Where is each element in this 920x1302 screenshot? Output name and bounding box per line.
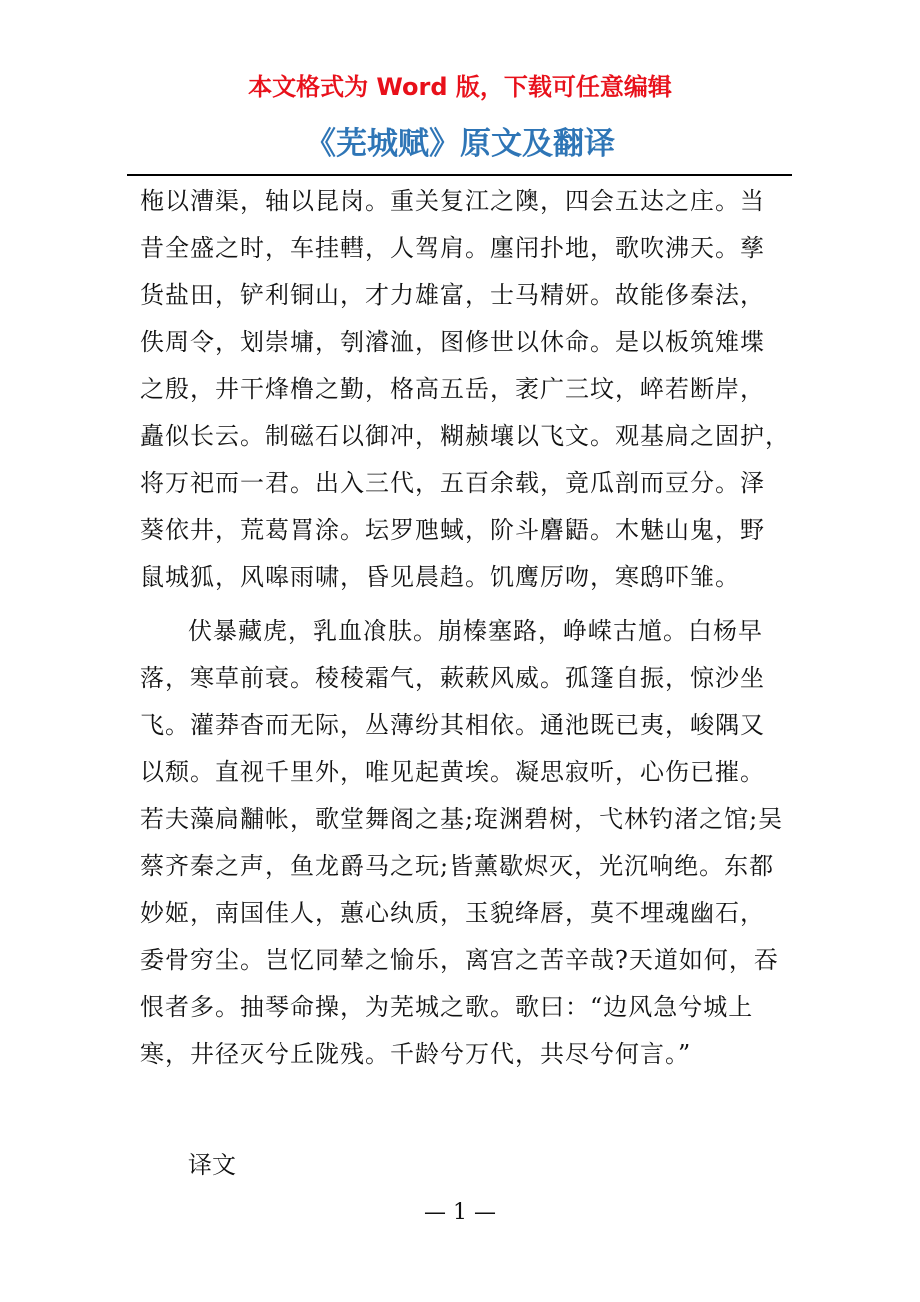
text-line: 货盐田，铲利铜山，才力雄富，士马精妍。故能侈秦法， bbox=[140, 281, 765, 309]
text-line: 落，寒草前衰。稜稜霜气，蔌蔌风威。孤篷自振，惊沙坐 bbox=[140, 664, 765, 692]
paragraph-first-line: 伏暴藏虎，乳血飡肤。崩榛塞路，峥嵘古馗。白杨早 bbox=[188, 617, 763, 645]
text-line: 飞。灌莽杳而无际，丛薄纷其相依。通池既已夷，峻隅又 bbox=[140, 711, 765, 739]
text-line: 矗似长云。制磁石以御冲，糊赪壤以飞文。观基扃之固护， bbox=[140, 422, 790, 450]
text-line: 蔡齐秦之声，鱼龙爵马之玩;皆薰歇烬灭，光沉响绝。东都 bbox=[140, 852, 775, 880]
page-number: — 1 — bbox=[424, 1200, 496, 1225]
text-line: 委骨穷尘。岂忆同辇之愉乐，离宫之苦辛哉?天道如何，吞 bbox=[140, 946, 779, 974]
text-line: 之殷，井干烽橹之勤，格高五岳，袤广三坟，崪若断岸， bbox=[140, 375, 765, 403]
download-notice: 本文格式为 Word 版，下载可任意编辑 bbox=[248, 73, 672, 101]
text-line: 昔全盛之时，车挂轊，人驾肩。廛闬扑地，歌吹沸天。孳 bbox=[140, 234, 765, 262]
text-line: 鼠城狐，风嗥雨啸，昏见晨趋。饥鹰厉吻，寒鸱吓雏。 bbox=[140, 563, 740, 591]
document-title: 《芜城赋》原文及翻译 bbox=[305, 126, 615, 162]
text-line: 柂以漕渠，轴以昆岗。重关复江之隩，四会五达之庄。当 bbox=[140, 187, 765, 215]
text-line: 妙姬，南国佳人，蕙心纨质，玉貌绛唇，莫不埋魂幽石， bbox=[140, 899, 765, 927]
text-line: 恨者多。抽琴命操，为芜城之歌。歌曰：“边风急兮城上 bbox=[140, 993, 754, 1021]
text-line: 佚周令，划崇墉，刳濬洫，图修世以休命。是以板筑雉堞 bbox=[140, 328, 765, 356]
text-line: 葵依井，荒葛罥涂。坛罗虺蜮，阶斗麏鼯。木魅山鬼，野 bbox=[140, 516, 765, 544]
paragraph-gap bbox=[140, 601, 765, 608]
text-line: 将万祀而一君。出入三代，五百余载，竟瓜剖而豆分。泽 bbox=[140, 469, 765, 497]
body-text bbox=[140, 178, 790, 1078]
text-line: 寒，井径灭兮丘陇残。千龄兮万代，共尽兮何言。” bbox=[140, 1040, 692, 1068]
text-line: 若夫藻扃黼帐，歌堂舞阁之基;琁渊碧树，弋林钓渚之馆;吴 bbox=[140, 805, 784, 833]
text-line: 以颓。直视千里外，唯见起黄埃。凝思寂听，心伤已摧。 bbox=[140, 758, 765, 786]
header-divider bbox=[127, 174, 792, 176]
translation-heading: 译文 bbox=[188, 1151, 236, 1179]
